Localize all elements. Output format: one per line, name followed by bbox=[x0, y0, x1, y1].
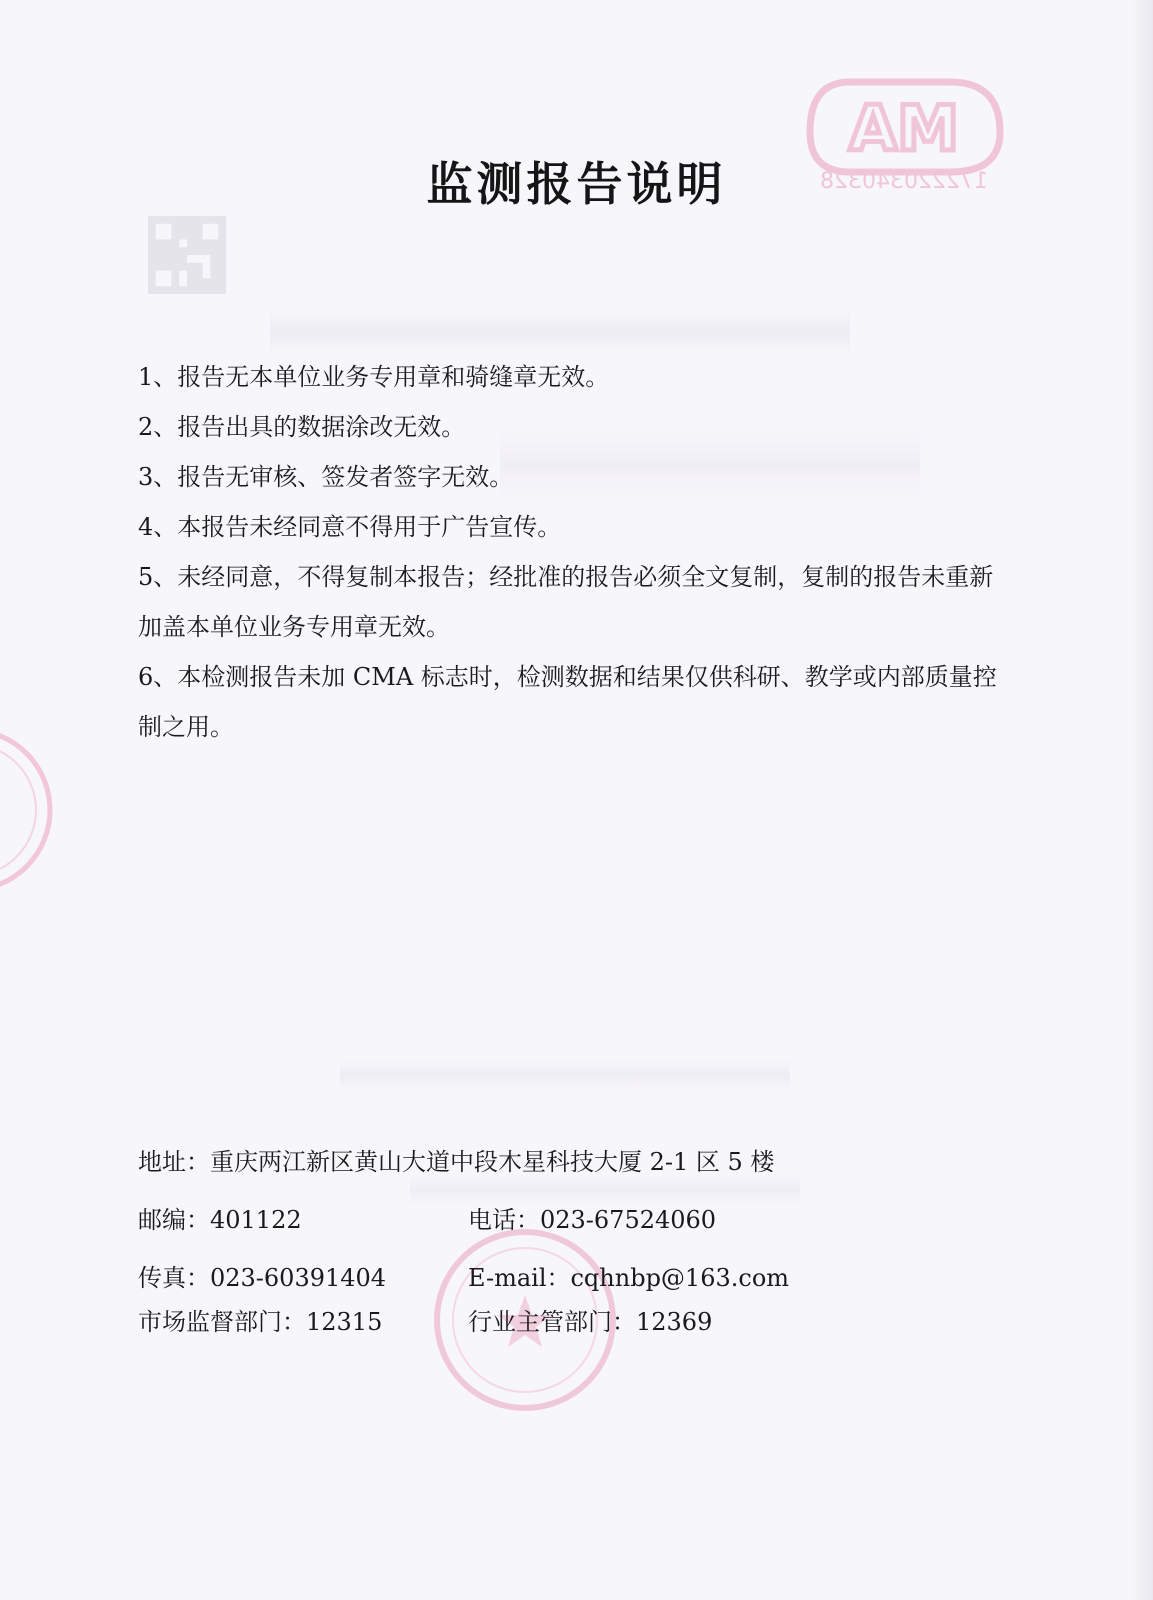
note-item: 4、本报告未经同意不得用于广告宣传。 bbox=[138, 513, 562, 541]
postcode-line: 邮编：401122 bbox=[138, 1206, 302, 1234]
notes-list bbox=[138, 352, 998, 752]
industry-authority-line: 行业主管部门：12369 bbox=[468, 1308, 713, 1336]
page-title: 监测报告说明 bbox=[426, 157, 727, 211]
phone-line: 电话：023-67524060 bbox=[468, 1206, 717, 1234]
scan-edge bbox=[1131, 0, 1153, 1600]
cma-stamp-number: 172220340328 bbox=[820, 169, 988, 190]
note-item: 5、未经同意，不得复制本报告；经批准的报告必须全文复制，复制的报告未重新加盖本单位业务专用章无效。 bbox=[138, 563, 994, 641]
fax-line: 传真：023-60391404 bbox=[138, 1264, 387, 1292]
note-item: 6、本检测报告未加 CMA 标志时，检测数据和结果仅供科研、教学或内部质量控制之用。 bbox=[138, 663, 997, 741]
qr-code-icon bbox=[148, 216, 226, 294]
note-item: 3、报告无审核、签发者签字无效。 bbox=[138, 463, 514, 491]
left-seal-icon bbox=[0, 720, 60, 900]
email-line: E-mail：cqhnbp@163.com bbox=[468, 1264, 790, 1292]
bleed-through-line bbox=[270, 312, 850, 352]
cma-stamp-text: MA bbox=[849, 92, 959, 165]
market-supervision-line: 市场监督部门：12315 bbox=[138, 1308, 383, 1336]
note-item: 2、报告出具的数据涂改无效。 bbox=[138, 413, 466, 441]
bleed-through-line bbox=[340, 1060, 790, 1090]
note-item: 1、报告无本单位业务专用章和骑缝章无效。 bbox=[138, 363, 610, 391]
contact-block bbox=[138, 1142, 1018, 1342]
address-line: 地址：重庆两江新区黄山大道中段木星科技大厦 2-1 区 5 楼 bbox=[138, 1148, 775, 1176]
